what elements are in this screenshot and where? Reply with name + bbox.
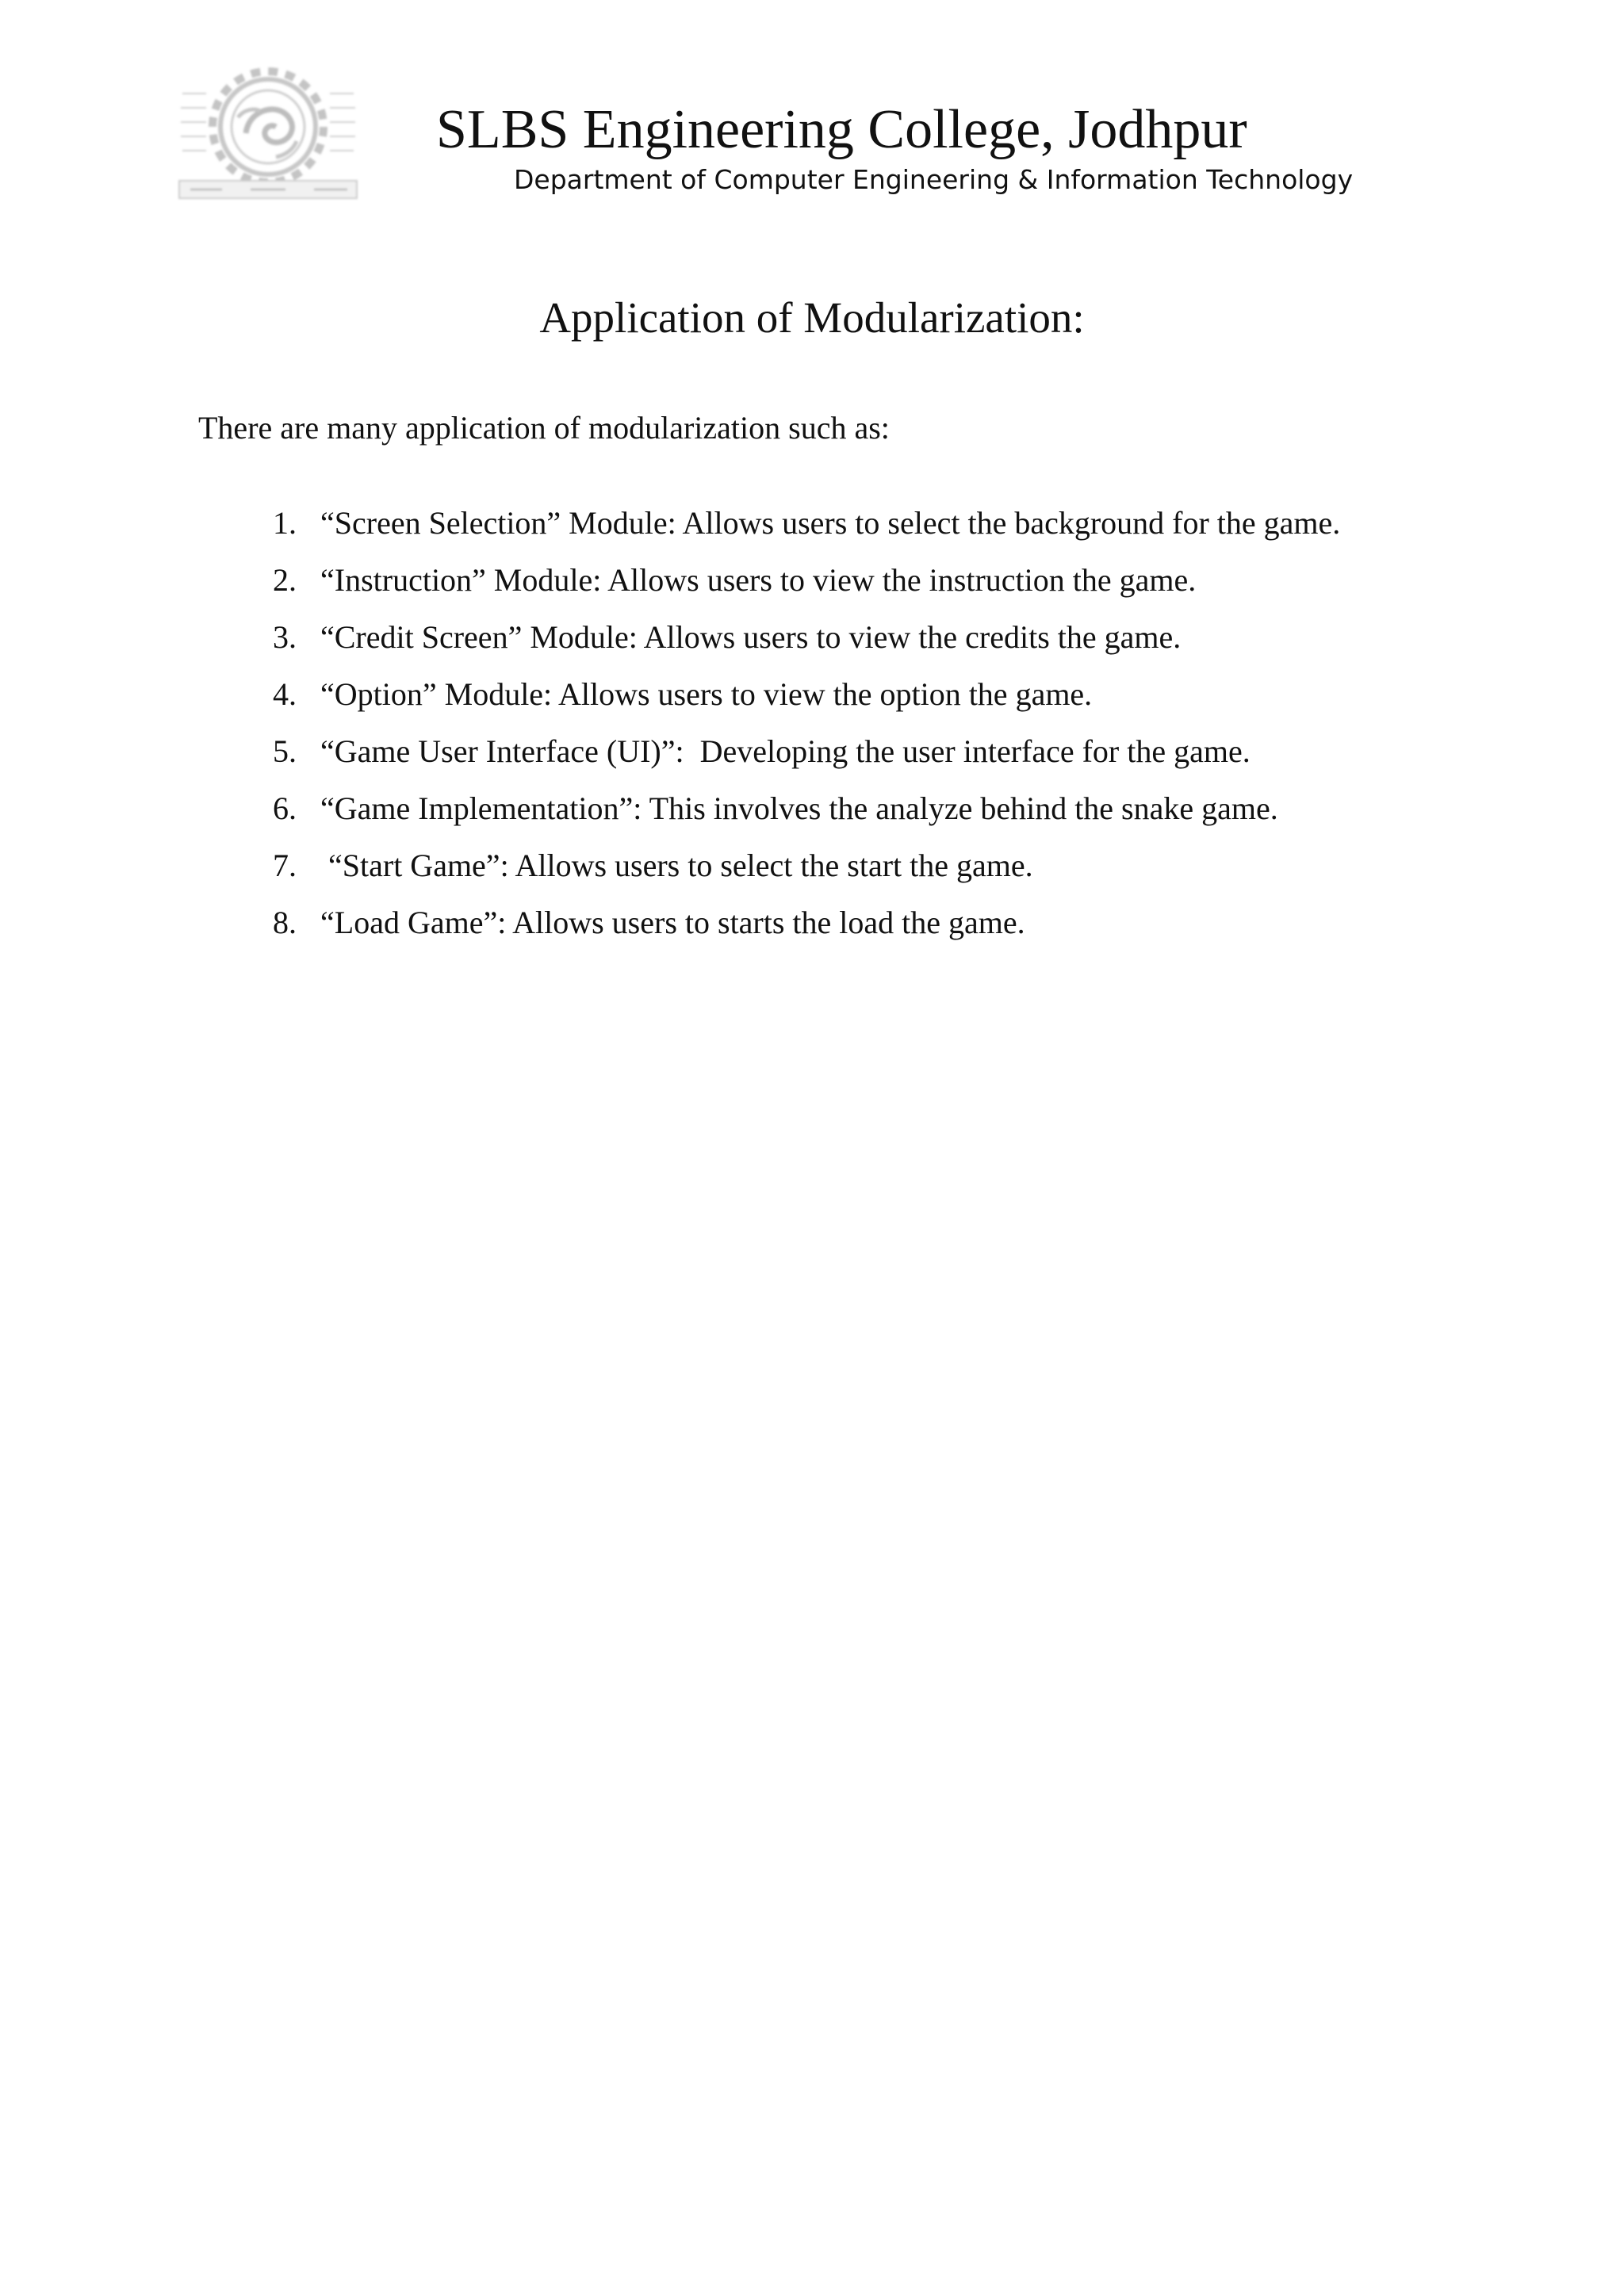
list-item-text: “Game Implementation”: This involves the analyze behind the snake game. xyxy=(320,790,1278,826)
list-item-number: 5. xyxy=(273,733,297,769)
college-name: SLBS Engineering College, Jodhpur xyxy=(436,99,1247,160)
list-item-number: 7. xyxy=(273,848,297,883)
intro-paragraph: There are many application of modularization such as: xyxy=(198,410,890,446)
list-item-number: 4. xyxy=(273,676,297,712)
college-emblem-icon xyxy=(174,62,362,201)
list-item xyxy=(198,617,1467,674)
list-item-text: “Game User Interface (UI)”: Developing the user interface for the game. xyxy=(320,733,1251,769)
list-item-text: “Screen Selection” Module: Allows users to select the background for the game. xyxy=(320,505,1341,541)
list-item xyxy=(198,731,1467,788)
list-item-number: 3. xyxy=(273,619,297,655)
list-item xyxy=(198,560,1467,617)
department-name: Department of Computer Engineering & Information Technology xyxy=(514,164,1354,195)
modules-list xyxy=(198,503,1467,959)
list-item-text: “Instruction” Module: Allows users to view the instruction the game. xyxy=(320,562,1197,598)
list-item xyxy=(198,845,1467,902)
list-item-text: “Credit Screen” Module: Allows users to view the credits the game. xyxy=(320,619,1182,655)
list-item-number: 1. xyxy=(273,505,297,541)
list-item-text: “Start Game”: Allows users to select the start the game. xyxy=(320,848,1033,883)
list-item xyxy=(198,788,1467,845)
list-item xyxy=(198,902,1467,959)
list-item xyxy=(198,503,1467,560)
list-item xyxy=(198,674,1467,731)
list-item-number: 2. xyxy=(273,562,297,598)
list-item-text: “Load Game”: Allows users to starts the load the game. xyxy=(320,905,1025,940)
list-item-text: “Option” Module: Allows users to view the option the game. xyxy=(320,676,1093,712)
list-item-number: 6. xyxy=(273,790,297,826)
list-item-number: 8. xyxy=(273,905,297,940)
page-title: Application of Modularization: xyxy=(539,293,1085,342)
